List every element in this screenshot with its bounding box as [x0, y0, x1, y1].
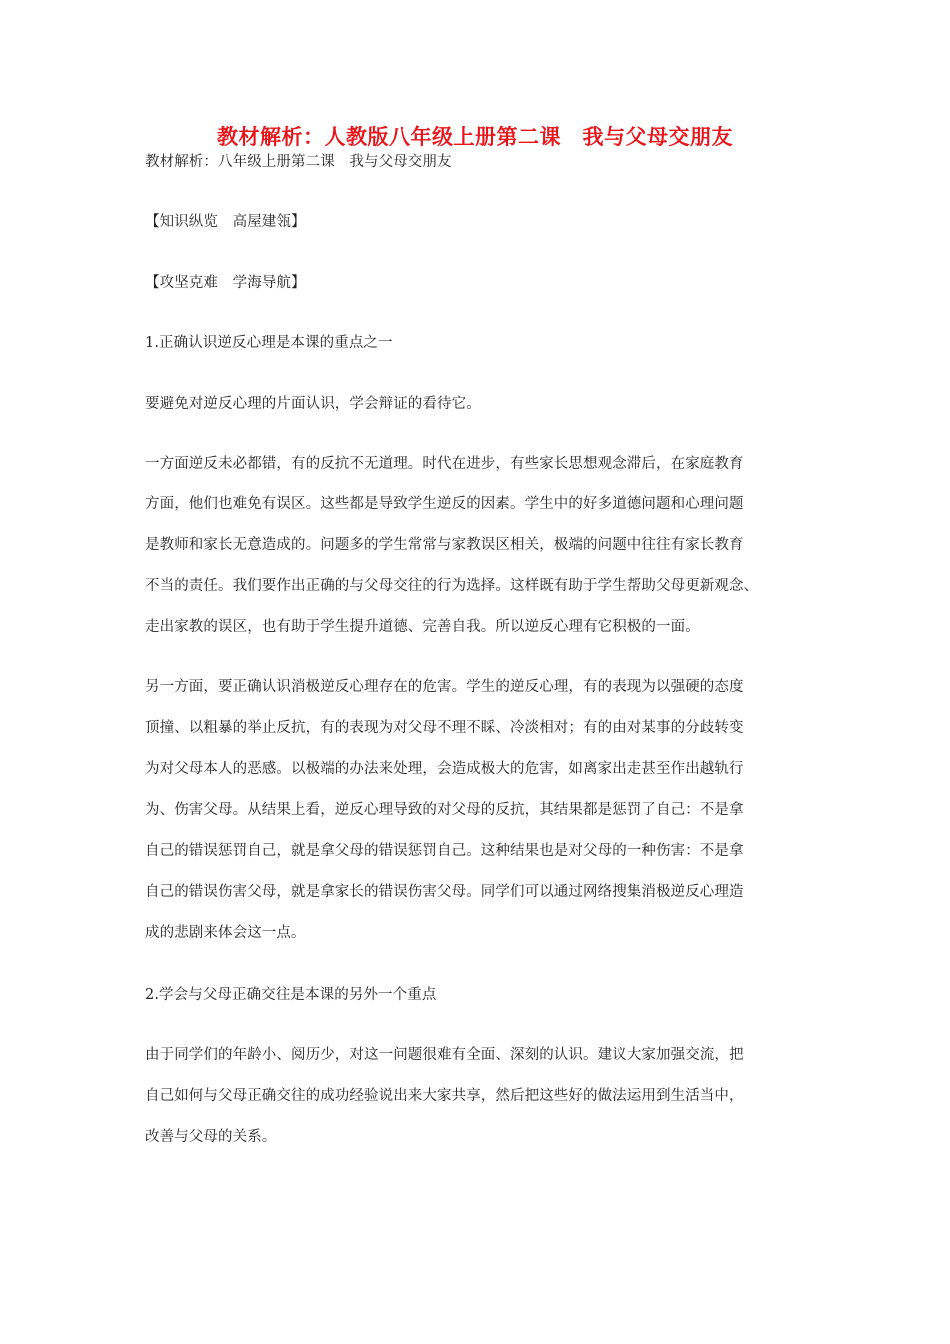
paragraph-line: 顶撞、以粗暴的举止反抗，有的表现为对父母不理不睬、冷淡相对；有的由对某事的分歧转变	[145, 720, 744, 736]
paragraph-line: 走出家教的误区，也有助于学生提升道德、完善自我。所以逆反心理有它积极的一面。	[145, 619, 700, 635]
point1-heading: 1.正确认识逆反心理是本课的重点之一	[145, 335, 393, 351]
point2-heading: 2.学会与父母正确交往是本课的另外一个重点	[145, 987, 437, 1003]
section-heading-guide: 【攻坚克难 学海导航】	[145, 275, 306, 291]
paragraph-line: 为、伤害父母。从结果上看，逆反心理导致的对父母的反抗，其结果都是惩罚了自己：不是拿	[145, 802, 744, 818]
paragraph-line: 方面，他们也难免有误区。这些都是导致学生逆反的因素。学生中的好多道德问题和心理问题	[145, 496, 744, 512]
document-subtitle: 教材解析：八年级上册第二课 我与父母交朋友	[145, 154, 452, 170]
paragraph-line: 另一方面，要正确认识消极逆反心理存在的危害。学生的逆反心理，有的表现为以强硬的态度	[145, 679, 744, 695]
paragraph-line: 自己的错误伤害父母，就是拿家长的错误伤害父母。同学们可以通过网络搜集消极逆反心理造	[145, 884, 744, 900]
paragraph-line: 成的悲剧来体会这一点。	[145, 925, 306, 941]
point1-intro: 要避免对逆反心理的片面认识，学会辩证的看待它。	[145, 396, 481, 412]
paragraph-line: 由于同学们的年龄小、阅历少，对这一问题很难有全面、深刻的认识。建议大家加强交流，把	[145, 1047, 744, 1063]
section-heading-overview: 【知识纵览 高屋建瓴】	[145, 214, 306, 230]
paragraph-line: 自己的错误惩罚自己，就是拿父母的错误惩罚自己。这种结果也是对父母的一种伤害：不是拿	[145, 843, 744, 859]
paragraph-line: 自己如何与父母正确交往的成功经验说出来大家共享，然后把这些好的做法运用到生活当中，	[145, 1088, 744, 1104]
paragraph-line: 改善与父母的关系。	[145, 1129, 277, 1145]
paragraph-line: 为对父母本人的恶感。以极端的办法来处理，会造成极大的危害，如离家出走甚至作出越轨行	[145, 761, 744, 777]
paragraph-line: 一方面逆反未必都错，有的反抗不无道理。时代在进步，有些家长思想观念滞后，在家庭教育	[145, 456, 744, 472]
paragraph-line: 是教师和家长无意造成的。问题多的学生常常与家教误区相关，极端的问题中往往有家长教育	[145, 537, 744, 553]
document-title: 教材解析：人教版八年级上册第二课 我与父母交朋友	[217, 124, 733, 149]
paragraph-line: 不当的责任。我们要作出正确的与父母交往的行为选择。这样既有助于学生帮助父母更新观念、	[145, 578, 759, 594]
